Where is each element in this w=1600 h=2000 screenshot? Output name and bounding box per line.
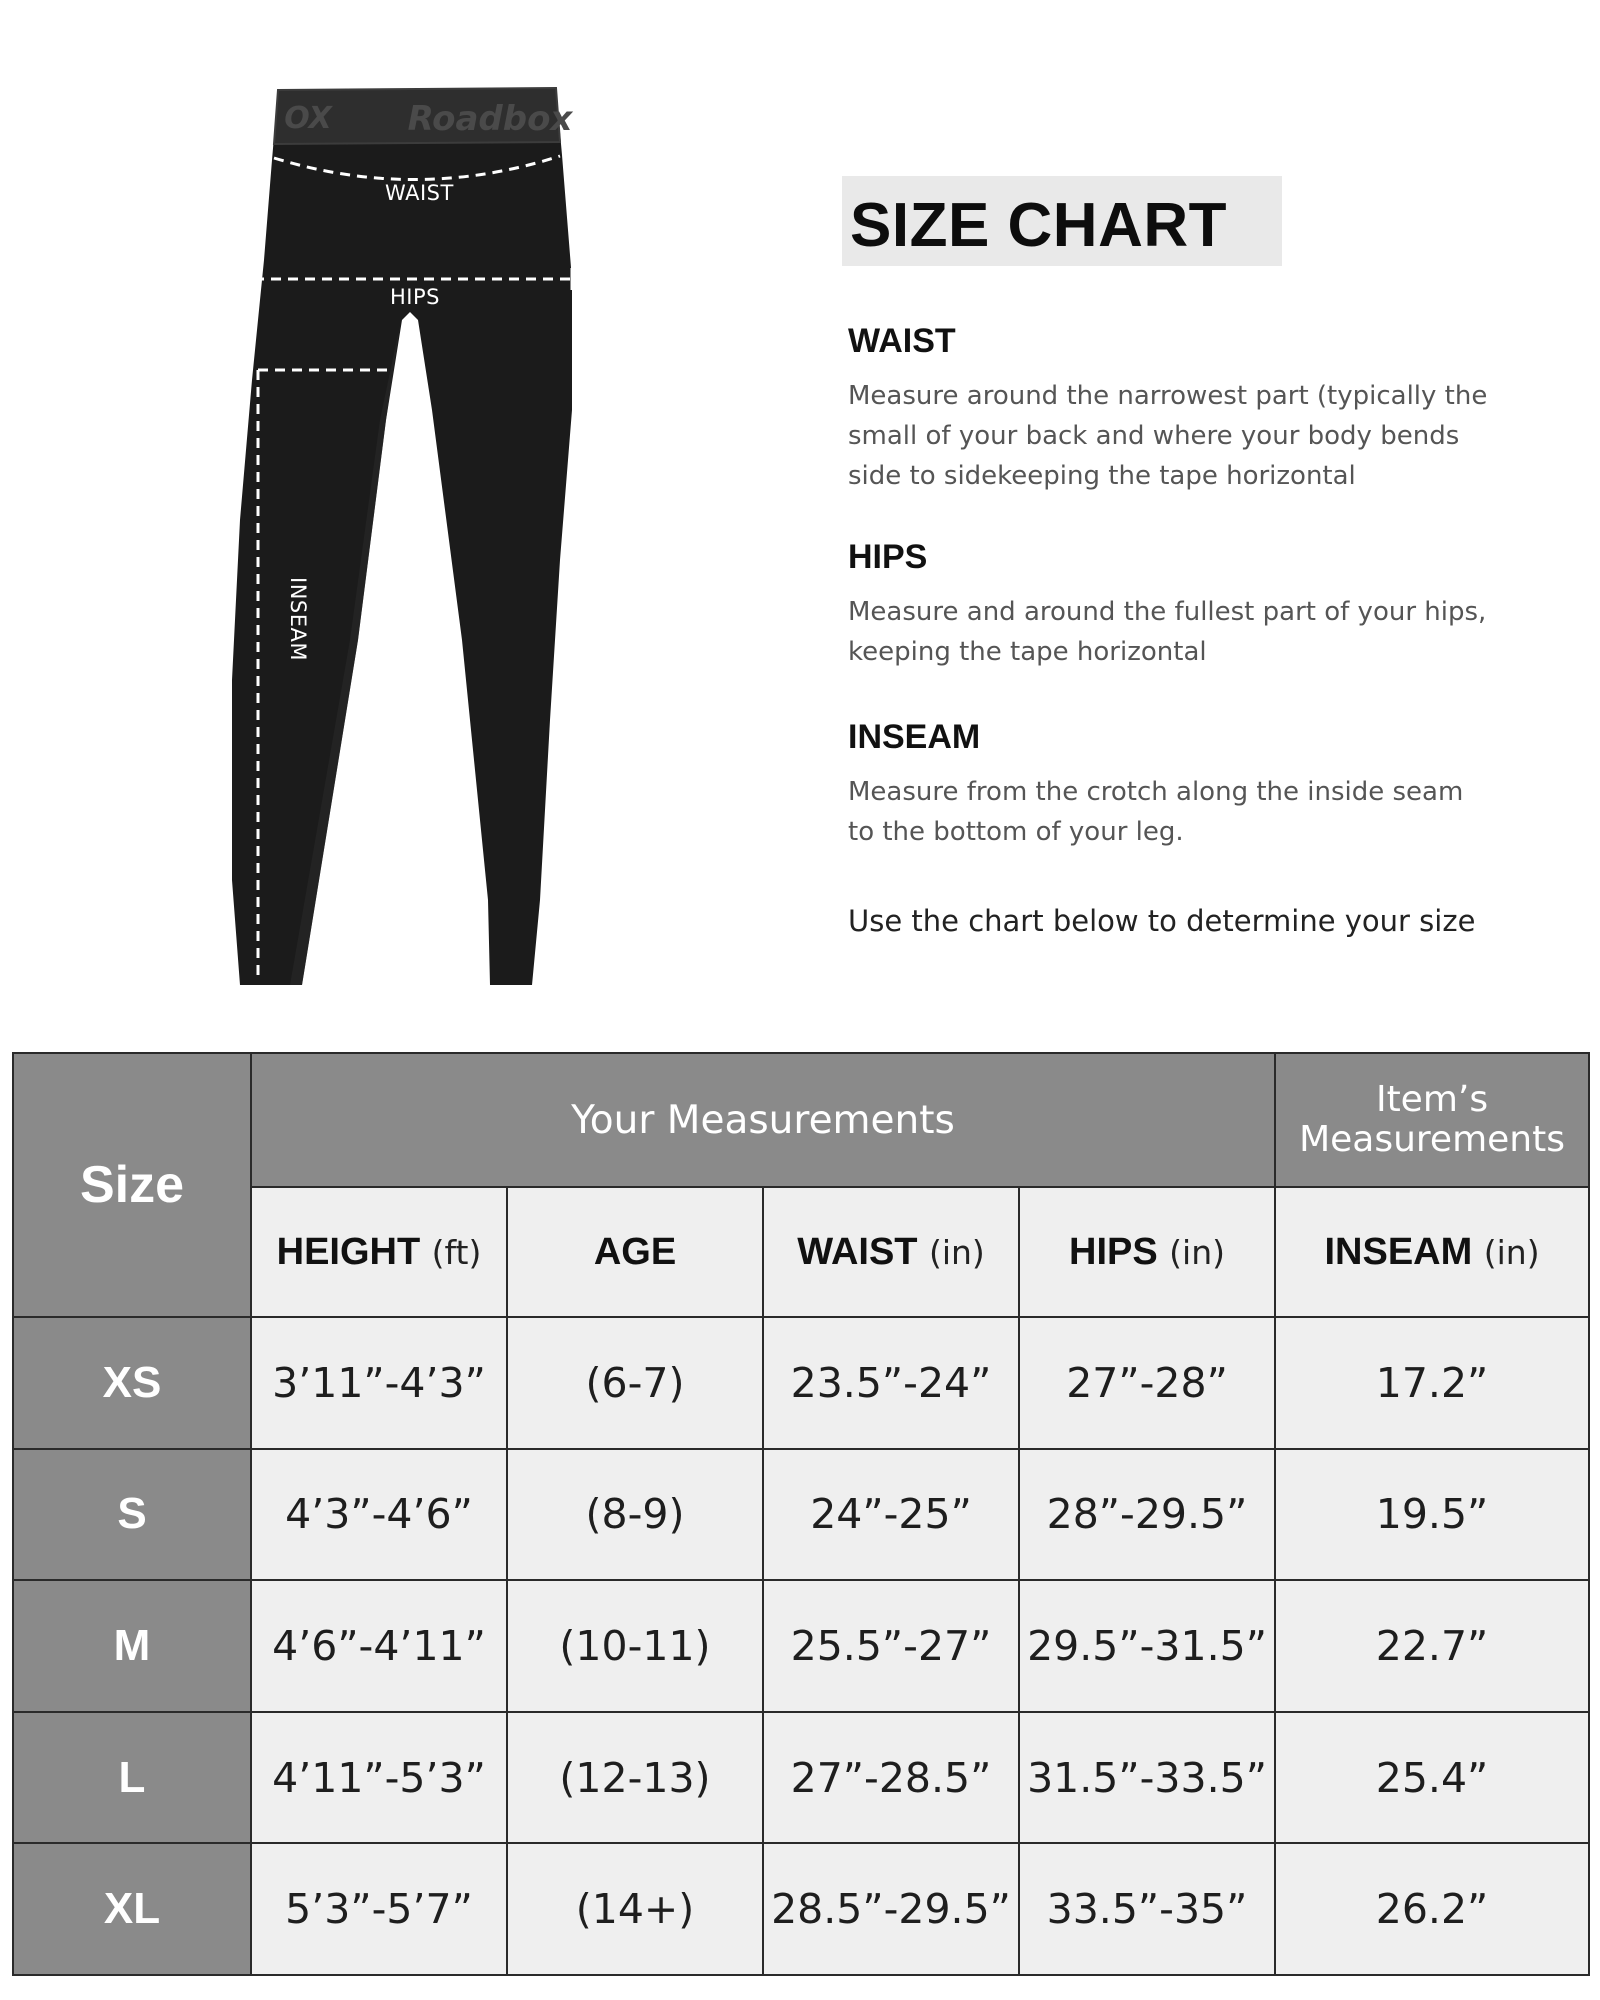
size-header: Size [13, 1053, 251, 1317]
inseam-description: Measure from the crotch along the inside seam to the bottom of your leg. [848, 777, 1464, 847]
waist-cell: 25.5”-27” [763, 1580, 1019, 1712]
inseam-figure-label: INSEAM [286, 577, 310, 661]
size-cell: XS [13, 1317, 251, 1449]
age-cell: (10-11) [507, 1580, 763, 1712]
size-cell: M [13, 1580, 251, 1712]
hips-figure-label: HIPS [390, 285, 440, 309]
height-cell: 4’11”-5’3” [251, 1712, 507, 1844]
table-row [13, 1843, 1589, 1975]
inseam-cell: 26.2” [1275, 1843, 1589, 1975]
size-cell: XL [13, 1843, 251, 1975]
pants-illustration [200, 80, 620, 1000]
waist-cell: 27”-28.5” [763, 1712, 1019, 1844]
height-cell: 4’6”-4’11” [251, 1580, 507, 1712]
hips-description: Measure and around the fullest part of your hips, keeping the tape horizontal [848, 597, 1487, 667]
age-cell: (12-13) [507, 1712, 763, 1844]
size-table [12, 1052, 1590, 1976]
table-row [13, 1449, 1589, 1581]
waist-description: Measure around the narrowest part (typically the small of your back and where your body bends side to sidekeeping the tape horizontal [848, 381, 1488, 491]
your-measurements-header: Your Measurements [251, 1053, 1275, 1187]
age-column-header: AGE [507, 1187, 763, 1317]
height-cell: 3’11”-4’3” [251, 1317, 507, 1449]
hips-cell: 29.5”-31.5” [1019, 1580, 1275, 1712]
height-cell: 5’3”-5’7” [251, 1843, 507, 1975]
hips-heading: HIPS [848, 538, 928, 576]
inseam-column-header: INSEAM (in) [1275, 1187, 1589, 1317]
age-cell: (14+) [507, 1843, 763, 1975]
size-cell: S [13, 1449, 251, 1581]
hips-cell: 28”-29.5” [1019, 1449, 1275, 1581]
waist-figure-label: WAIST [385, 181, 454, 205]
waist-cell: 23.5”-24” [763, 1317, 1019, 1449]
age-cell: (8-9) [507, 1449, 763, 1581]
height-cell: 4’3”-4’6” [251, 1449, 507, 1581]
inseam-heading: INSEAM [848, 718, 981, 756]
size-cell: L [13, 1712, 251, 1844]
page-title: SIZE CHART [850, 191, 1227, 260]
hips-cell: 27”-28” [1019, 1317, 1275, 1449]
inseam-cell: 19.5” [1275, 1449, 1589, 1581]
inseam-cell: 17.2” [1275, 1317, 1589, 1449]
table-row [13, 1580, 1589, 1712]
age-cell: (6-7) [507, 1317, 763, 1449]
usage-note: Use the chart below to determine your size [848, 904, 1476, 938]
inseam-cell: 22.7” [1275, 1580, 1589, 1712]
brand-logo: Roadbox [407, 99, 573, 139]
size-chart-title-box [842, 176, 1282, 266]
waist-column-header: WAIST (in) [763, 1187, 1019, 1317]
inseam-cell: 25.4” [1275, 1712, 1589, 1844]
svg-text:OX: OX [284, 101, 332, 136]
waist-cell: 28.5”-29.5” [763, 1843, 1019, 1975]
height-column-header: HEIGHT (ft) [251, 1187, 507, 1317]
waist-cell: 24”-25” [763, 1449, 1019, 1581]
table-row [13, 1317, 1589, 1449]
hips-column-header: HIPS (in) [1019, 1187, 1275, 1317]
hips-cell: 33.5”-35” [1019, 1843, 1275, 1975]
waist-heading: WAIST [848, 322, 956, 360]
hips-cell: 31.5”-33.5” [1019, 1712, 1275, 1844]
pants-shape [232, 88, 572, 985]
table-row [13, 1712, 1589, 1844]
items-measurements-header: Item’s Measurements [1275, 1053, 1589, 1187]
